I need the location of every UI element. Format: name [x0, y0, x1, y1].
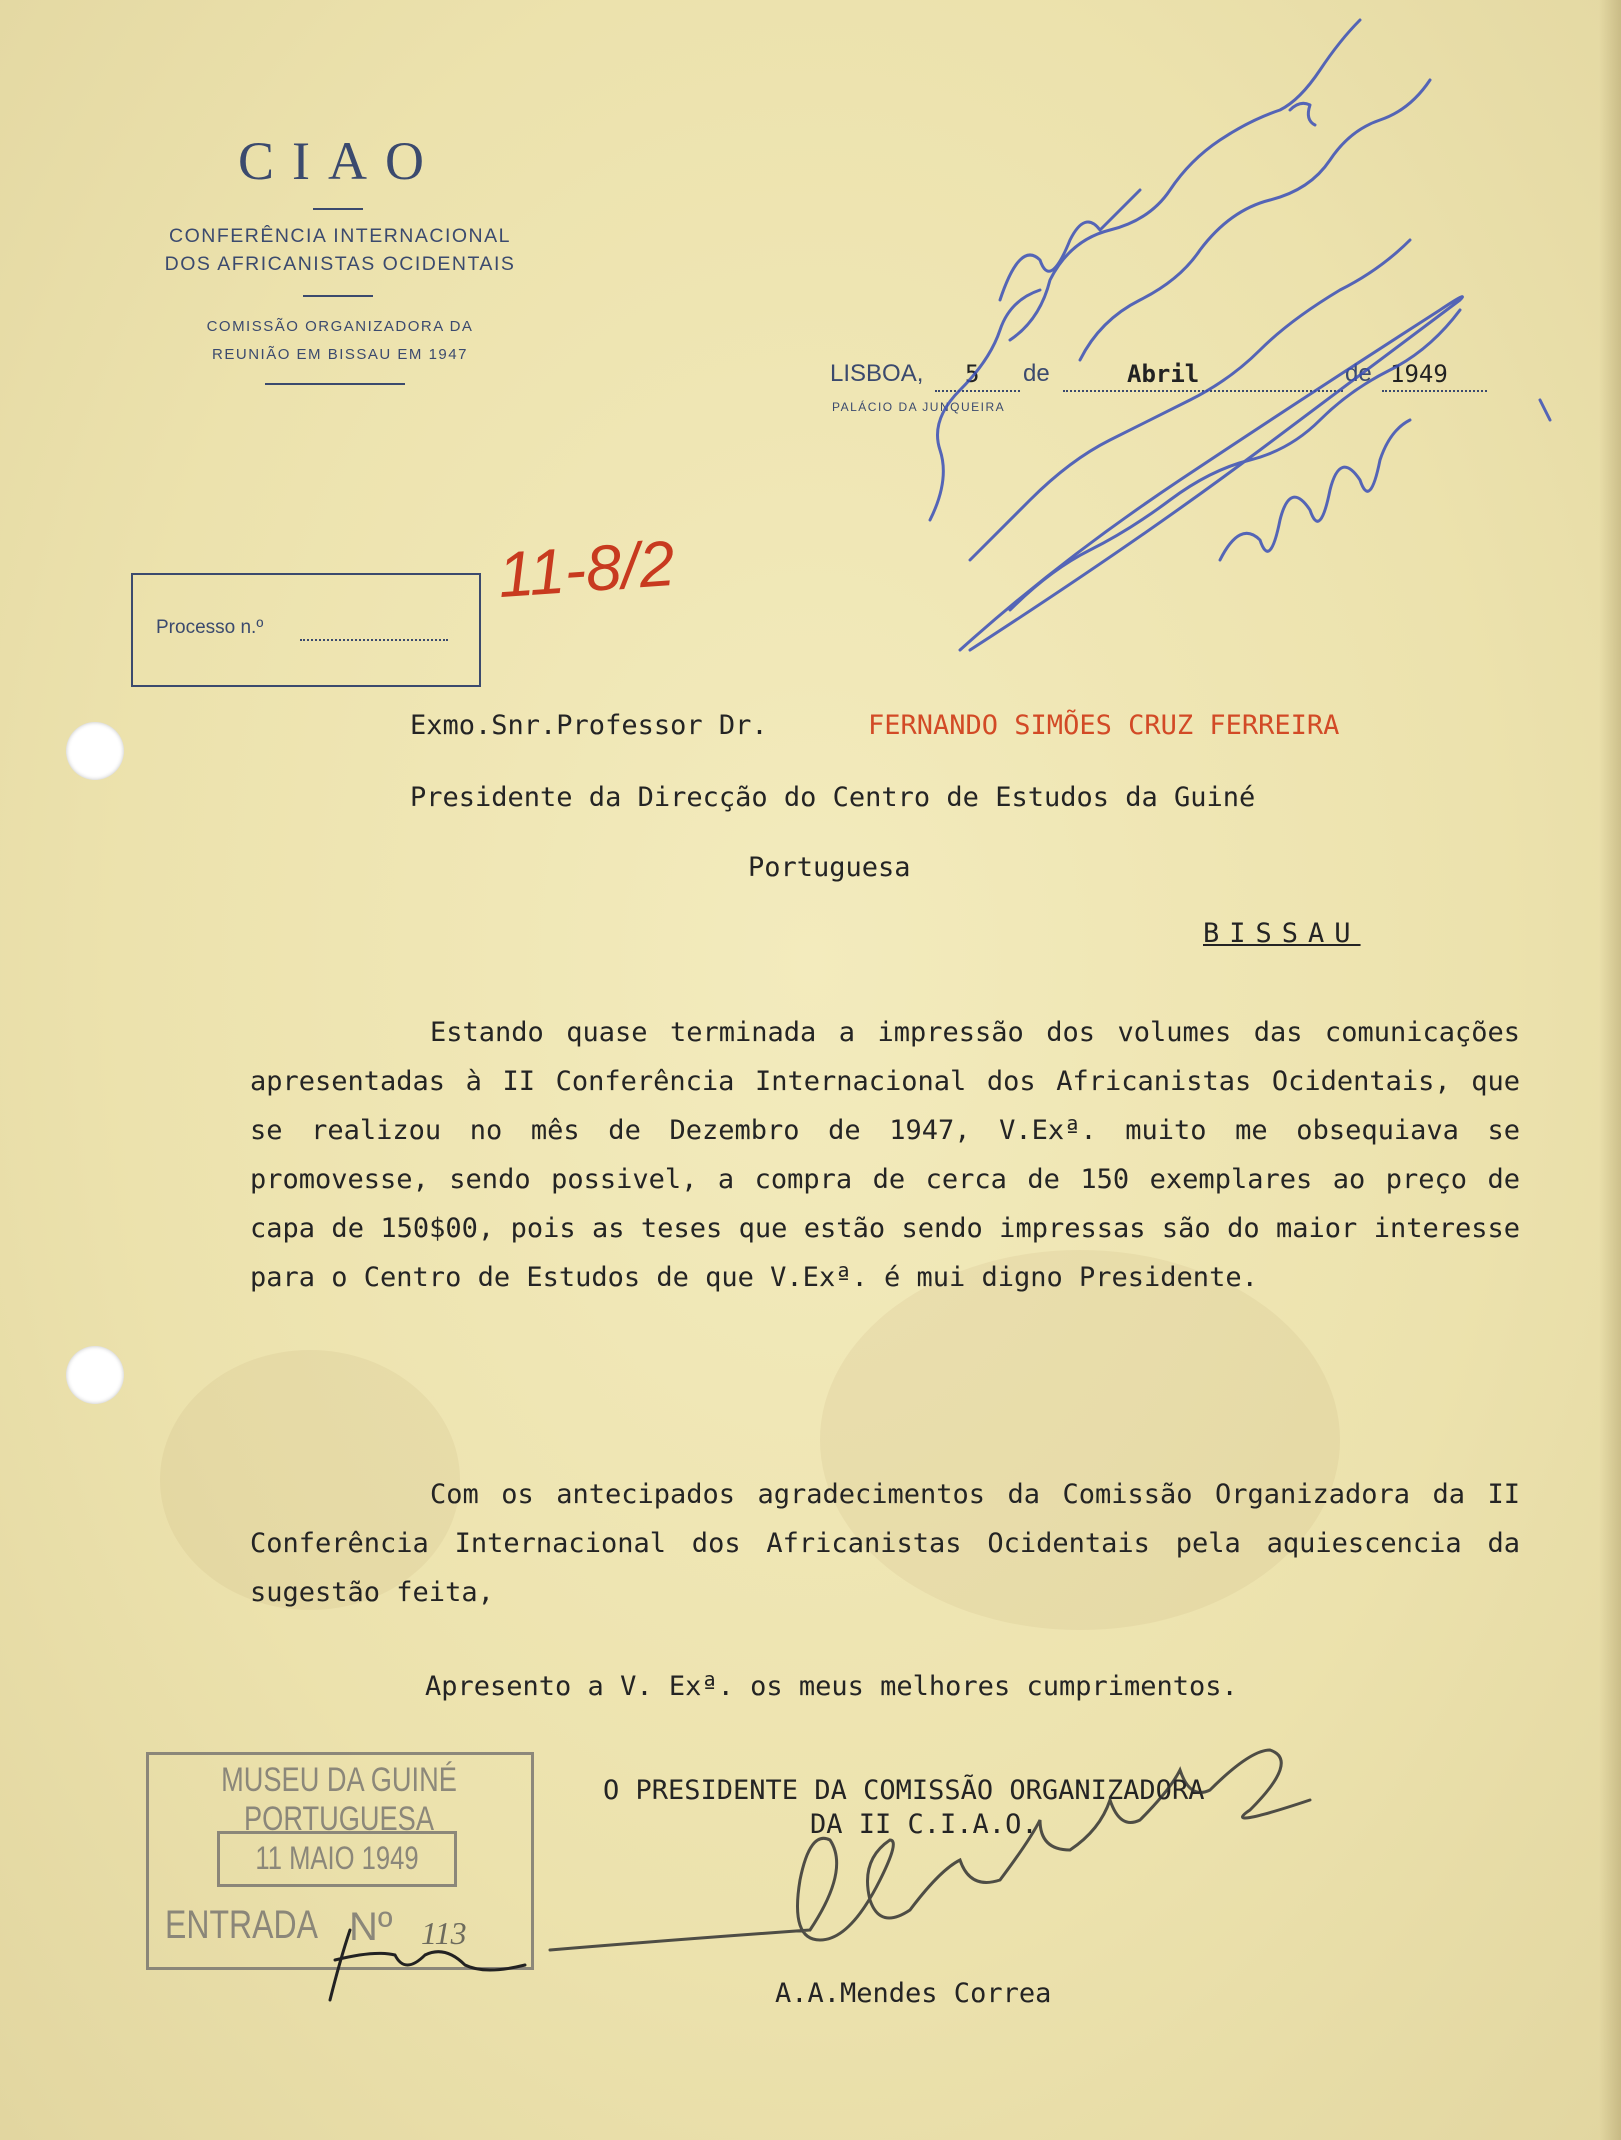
body-paragraph-2: Com os antecipados agradecimentos da Comissão Organizadora da II Conferência Internacional dos Africanistas Ocidentais pela aquiescencia da sugestão feita,	[250, 1479, 1520, 1608]
date-city: LISBOA,	[830, 360, 924, 387]
date-place: PALÁCIO DA JUNQUEIRA	[832, 400, 1006, 414]
letterhead-line-2: DOS AFRICANISTAS OCIDENTAIS	[164, 253, 516, 275]
handwritten-annotation	[930, 20, 1550, 650]
letterhead-line-4: REUNIÃO EM BISSAU EM 1947	[212, 346, 468, 363]
signature-scribble	[550, 1750, 1310, 1950]
date-year: 1949	[1390, 360, 1448, 388]
handwritten-initials	[330, 1930, 525, 2000]
processo-label: Processo n.º	[156, 617, 264, 638]
letterhead-line-1: CONFERÊNCIA INTERNACIONAL	[169, 225, 511, 247]
address-recipient-name: FERNANDO SIMÕES CRUZ FERREIRA	[868, 710, 1340, 741]
stamp-number: 113	[421, 1915, 467, 1951]
processo-handwritten-number: 11-8/2	[495, 526, 678, 612]
stamp-date: 11 MAIO 1949	[255, 1840, 419, 1876]
date-month: Abril	[1127, 360, 1200, 388]
date-preposition: de	[1023, 360, 1050, 387]
address-title-line-2: Portuguesa	[748, 852, 911, 883]
stamp-number-label: Nº	[349, 1905, 393, 1949]
signature-title-line-2: DA II C.I.A.O.	[810, 1809, 1038, 1840]
body-paragraph-1: Estando quase terminada a impressão dos volumes das comunicações apresentadas à II Conferência Internacional dos Africanistas Ocidentais, que se realizou no mês de Dezembro de 1947, V.Exª. muito me obsequiava se promovesse, sendo possivel, a compra de cerca de 150 exemplares ao preço de capa de 150$00, pois as teses que estão sendo impressas são do maior interesse para o Centro de Estudos de que V.Exª. é mui digno Presidente.	[250, 1017, 1520, 1293]
signatory-name: A.A.Mendes Correa	[775, 1978, 1052, 2009]
letterhead-line-3: COMISSÃO ORGANIZADORA DA	[206, 318, 474, 335]
body-closing: Apresento a V. Exª. os meus melhores cumprimentos.	[425, 1671, 1238, 1702]
address-salutation: Exmo.Snr.Professor Dr.	[410, 710, 768, 741]
date-day: 5	[965, 360, 980, 388]
date-preposition: de	[1345, 360, 1372, 387]
stamp-entrada-label: ENTRADA	[165, 1903, 318, 1947]
address-city: BISSAU	[1203, 918, 1361, 949]
signature-title-line-1: O PRESIDENTE DA COMISSÃO ORGANIZADORA	[603, 1775, 1205, 1806]
letterhead-acronym: CIAO	[238, 131, 442, 191]
stamp-institution: MUSEU DA GUINÉ PORTUGUESA	[221, 1761, 457, 1838]
address-title-line-1: Presidente da Direcção do Centro de Estudos da Guiné	[410, 782, 1256, 813]
